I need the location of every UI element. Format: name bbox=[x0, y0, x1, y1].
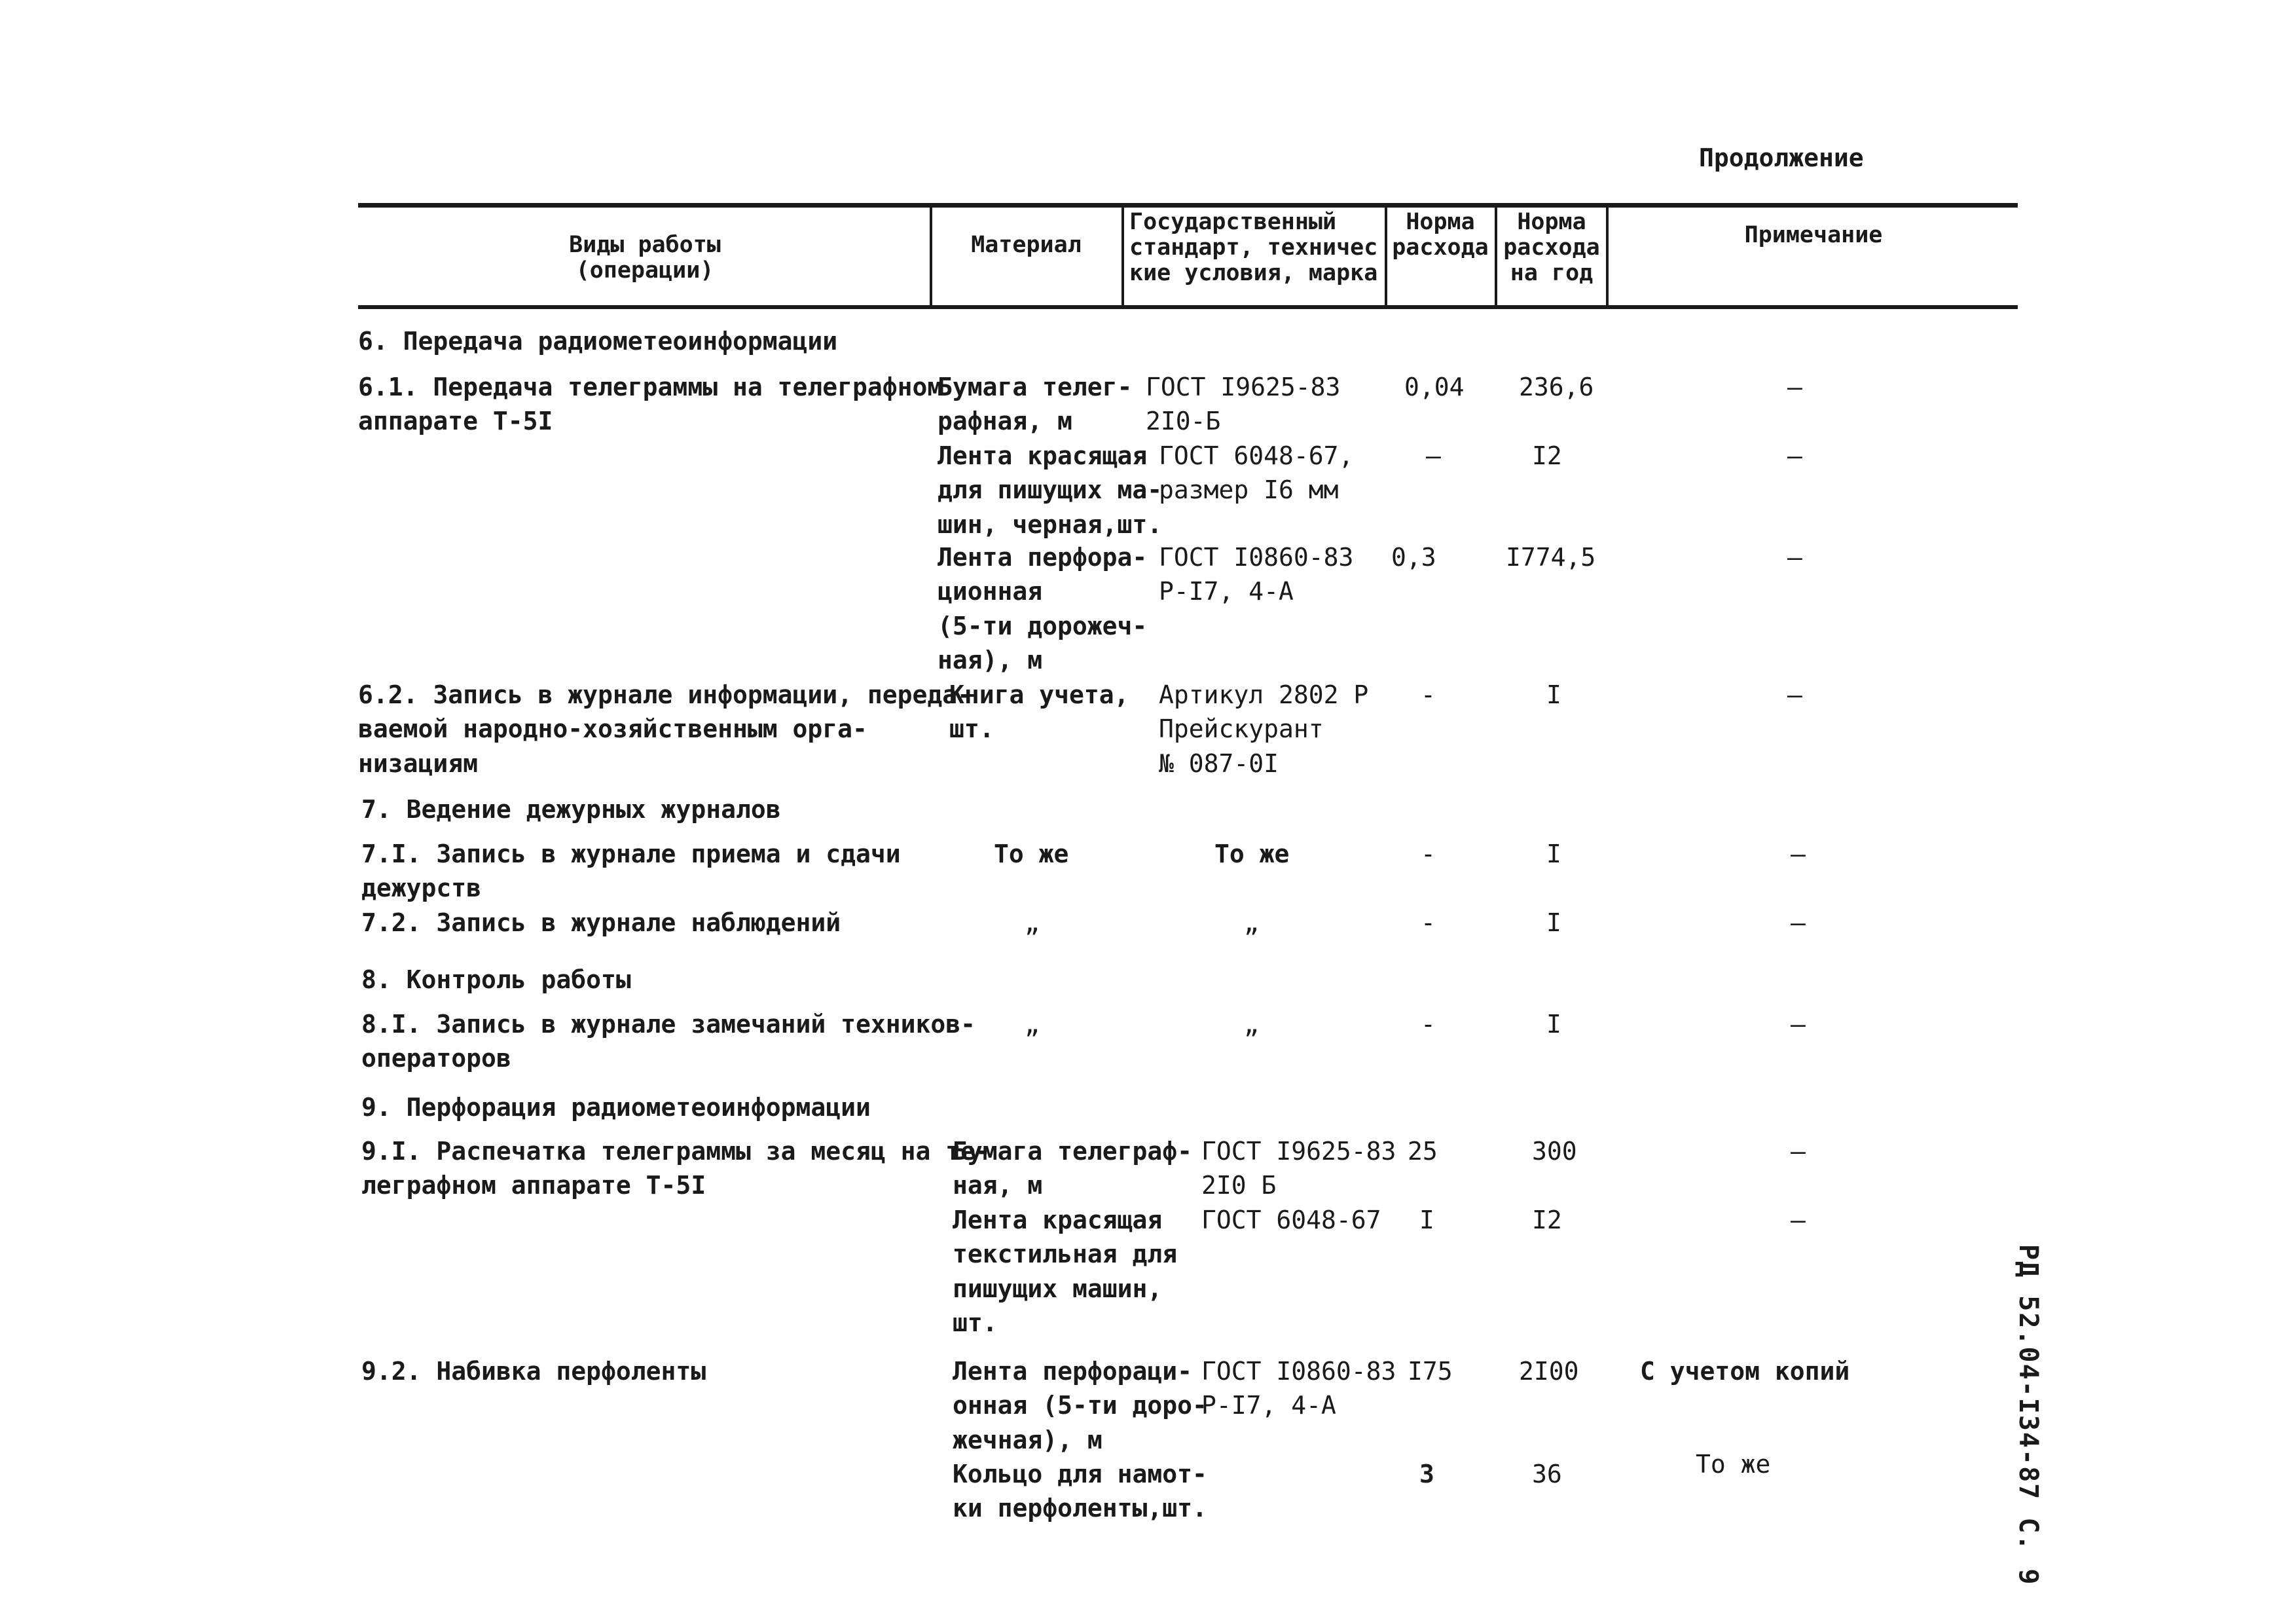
row-standard: „ bbox=[1244, 908, 1259, 937]
row-work: 6.2. Запись в журнале информации, переда- ваемой народно-хозяйственным орга- низациям bbox=[358, 680, 972, 778]
row-note: — bbox=[1791, 1137, 1806, 1166]
row-note: — bbox=[1791, 1206, 1806, 1234]
row-material: То же bbox=[994, 840, 1069, 868]
section-heading: 9. Перфорация радиометеоинформации bbox=[361, 1093, 871, 1122]
table-header-rule bbox=[358, 305, 2018, 309]
row-work: 9.I. Распечатка телеграммы за месяц на те- леграфном аппарате Т-5I bbox=[361, 1137, 991, 1200]
section-heading: 7. Ведение дежурных журналов bbox=[361, 795, 781, 824]
row-norm: - bbox=[1421, 1010, 1436, 1039]
row-material: Бумага телег- рафная, м bbox=[938, 373, 1133, 436]
row-norm-year: I bbox=[1546, 680, 1561, 709]
row-norm: - bbox=[1421, 908, 1436, 937]
row-standard: ГОСТ I9625-83 2I0 Б bbox=[1201, 1137, 1396, 1200]
column-divider bbox=[930, 205, 932, 307]
row-note: — bbox=[1791, 840, 1806, 868]
row-material: Лента перфораци- онная (5-ти доро- жечная), м bbox=[953, 1357, 1207, 1454]
row-note: — bbox=[1787, 680, 1802, 709]
row-norm-year: I bbox=[1546, 840, 1561, 868]
row-norm: I bbox=[1419, 1206, 1434, 1234]
row-note: — bbox=[1787, 373, 1802, 401]
column-divider bbox=[1385, 205, 1387, 307]
row-note: То же bbox=[1696, 1450, 1771, 1479]
row-standard: „ bbox=[1244, 1010, 1259, 1039]
row-note: — bbox=[1787, 543, 1802, 572]
row-material: Лента красящая текстильная для пишущих машин, шт. bbox=[953, 1206, 1178, 1338]
row-norm-year: I bbox=[1546, 908, 1561, 937]
row-norm: - bbox=[1421, 840, 1436, 868]
row-work: 8.I. Запись в журнале замечаний техников- операторов bbox=[361, 1010, 975, 1073]
row-norm-year: 2I00 bbox=[1519, 1357, 1579, 1386]
row-norm: — bbox=[1426, 441, 1441, 470]
row-work: 6.1. Передача телеграммы на телеграфном аппарате Т-5I bbox=[358, 373, 943, 436]
row-material: „ bbox=[1025, 1010, 1040, 1039]
column-divider bbox=[1121, 205, 1124, 307]
section-heading: 8. Контроль работы bbox=[361, 965, 631, 994]
row-norm: 3 bbox=[1419, 1460, 1434, 1488]
row-note: — bbox=[1791, 1010, 1806, 1039]
row-norm-year: 300 bbox=[1532, 1137, 1577, 1166]
row-standard: Артикул 2802 Р Прейскурант № 087-0I bbox=[1159, 680, 1369, 778]
row-work: 7.I. Запись в журнале приема и сдачи дежурств bbox=[361, 840, 901, 903]
row-norm-year: I774,5 bbox=[1506, 543, 1596, 572]
row-material: Книга учета, шт. bbox=[949, 680, 1129, 744]
row-standard: ГОСТ I9625-83 2I0-Б bbox=[1146, 373, 1341, 436]
row-standard: ГОСТ I0860-83 Р-I7, 4-А bbox=[1201, 1357, 1396, 1420]
row-standard: ГОСТ I0860-83 Р-I7, 4-А bbox=[1159, 543, 1354, 606]
row-standard: ГОСТ 6048-67, размер I6 мм bbox=[1159, 441, 1354, 505]
row-norm-year: 236,6 bbox=[1519, 373, 1594, 401]
row-norm: 0,3 bbox=[1391, 543, 1436, 572]
header-standard: Государственный стандарт, техничес кие условия, марка bbox=[1129, 209, 1378, 287]
row-norm-year: I bbox=[1546, 1010, 1561, 1039]
row-note: — bbox=[1787, 441, 1802, 470]
document-code: РД 52.04-I34-87 С. 9 bbox=[2013, 1244, 2044, 1586]
row-norm: - bbox=[1421, 680, 1436, 709]
header-norm-year: Норма расхода на год bbox=[1503, 209, 1600, 287]
row-work: 9.2. Набивка перфоленты bbox=[361, 1357, 706, 1386]
row-norm: I75 bbox=[1408, 1357, 1453, 1386]
row-norm: 0,04 bbox=[1404, 373, 1465, 401]
row-standard: То же bbox=[1214, 840, 1290, 868]
row-norm-year: I2 bbox=[1532, 1206, 1562, 1234]
row-standard: ГОСТ 6048-67 bbox=[1201, 1206, 1381, 1234]
row-note: С учетом копий bbox=[1640, 1357, 1850, 1386]
row-norm-year: 36 bbox=[1532, 1460, 1562, 1488]
column-divider bbox=[1606, 205, 1609, 307]
row-norm-year: I2 bbox=[1532, 441, 1562, 470]
header-note: Примечание bbox=[1744, 222, 1883, 248]
header-work: Виды работы (операции) bbox=[569, 232, 721, 284]
row-material: Лента красящая для пишущих ма- шин, черная,шт. bbox=[938, 441, 1163, 539]
section-heading: 6. Передача радиометеоинформации bbox=[358, 327, 838, 356]
row-note: — bbox=[1791, 908, 1806, 937]
row-material: Кольцо для намот- ки перфоленты,шт. bbox=[953, 1460, 1207, 1523]
row-material: „ bbox=[1025, 908, 1040, 937]
row-work: 7.2. Запись в журнале наблюдений bbox=[361, 908, 841, 937]
column-divider bbox=[1495, 205, 1497, 307]
header-norm: Норма расхода bbox=[1392, 209, 1489, 261]
row-material: Лента перфора- ционная (5-ти дорожеч- ная), м bbox=[938, 543, 1148, 675]
table-top-rule bbox=[358, 203, 2018, 208]
continuation-label: Продолжение bbox=[1699, 143, 1864, 172]
row-norm: 25 bbox=[1408, 1137, 1438, 1166]
row-material: Бумага телеграф- ная, м bbox=[953, 1137, 1193, 1200]
header-material: Материал bbox=[971, 232, 1082, 258]
